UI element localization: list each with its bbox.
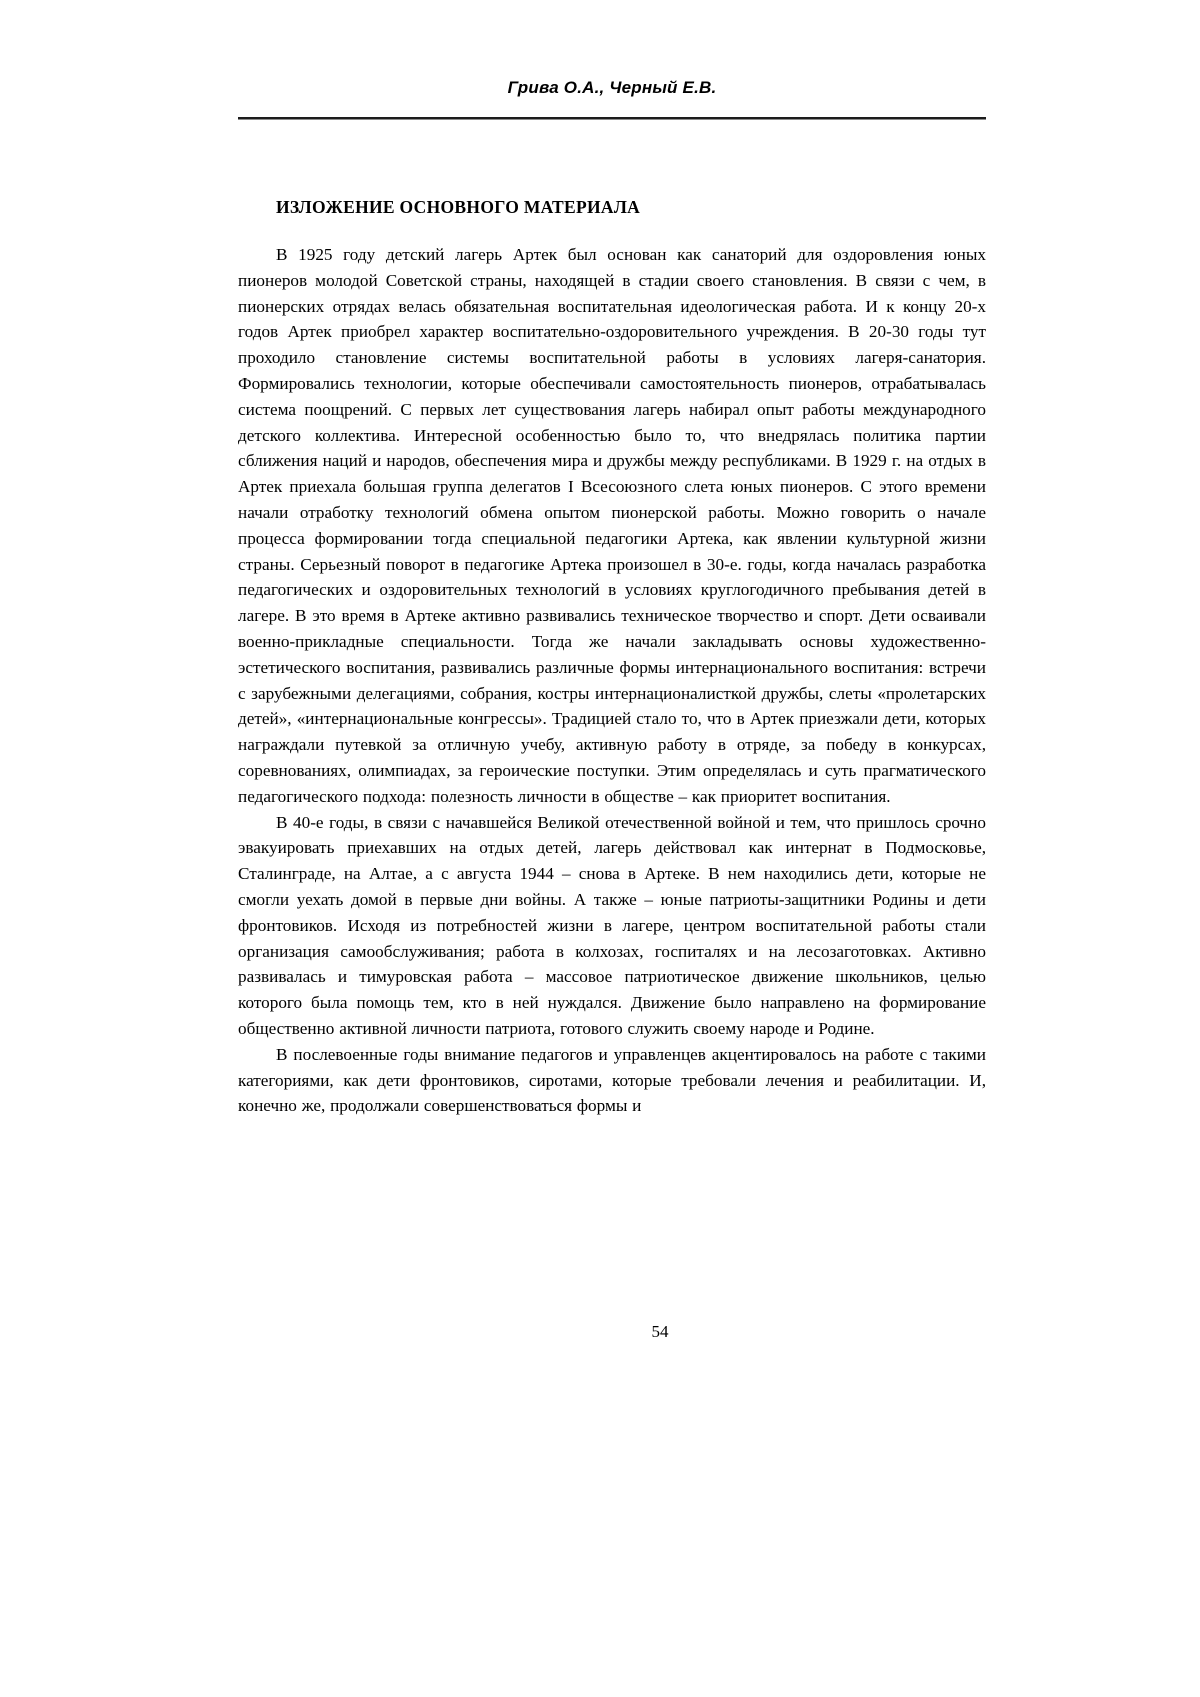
header-rule	[238, 117, 986, 120]
content-area	[238, 196, 986, 1119]
body-paragraph-1: В 1925 году детский лагерь Артек был основан как санаторий для оздоровления юных пионеров молодой Советской страны, находящей в стадии своего становления. В связи с чем, в пионерских отрядах велась обязательная воспитательная идеологическая работа. И к концу 20-х годов Артек приобрел характер воспитательно-оздоровительного учреждения. В 20-30 годы тут проходило становление системы воспитательной работы в условиях лагеря-санатория. Формировались технологии, которые обеспечивали самостоятельность пионеров, отрабатывалась система поощрений. С первых лет существования лагерь набирал опыт работы международного детского коллектива. Интересной особенностью было то, что внедрялась политика партии сближения наций и народов, обеспечения мира и дружбы между республиками. В 1929 г. на отдых в Артек приехала большая группа делегатов I Всесоюзного слета юных пионеров. С этого времени начали отработку технологий обмена опытом пионерской работы. Можно говорить о начале процесса формировании тогда специальной педагогики Артека, как явлении культурной жизни страны. Серьезный поворот в педагогике Артека произошел в 30-е. годы, когда началась разработка педагогических и оздоровительных технологий в условиях круглогодичного пребывания детей в лагере. В это время в Артеке активно развивались техническое творчество и спорт. Дети осваивали военно-прикладные специальности. Тогда же начали закладывать основы художественно-эстетического воспитания, развивались различные формы интернационального воспитания: встречи с зарубежными делегациями, собрания, костры интернационалисткой дружбы, слеты «пролетарских детей», «интернациональные конгрессы». Традицией стало то, что в Артек приезжали дети, которых награждали путевкой за отличную учебу, активную работу в отряде, за победу в конкурсах, соревнованиях, олимпиадах, за героические поступки. Этим определялась и суть прагматического педагогического подхода: полезность личности в обществе – как приоритет воспитания.	[238, 245, 986, 806]
body-paragraph-3: В послевоенные годы внимание педагогов и управленцев акцентировалось на работе с такими категориями, как дети фронтовиков, сиротами, которые требовали лечения и реабилитации. И, конечно же, продолжали совершенствоваться формы и	[238, 1044, 986, 1116]
running-head-authors: Грива О.А., Черный Е.В.	[507, 78, 717, 97]
page-number: 54	[651, 1322, 669, 1341]
section-heading: ИЗЛОЖЕНИЕ ОСНОВНОГО МАТЕРИАЛА	[276, 197, 641, 217]
body-paragraph-2: В 40-е годы, в связи с начавшейся Великой отечественной войной и тем, что пришлось срочно эвакуировать приехавших на отдых детей, лагерь действовал как интернат в Подмосковье, Сталинграде, на Алтае, а с августа 1944 – снова в Артеке. В нем находились дети, которые не смогли уехать домой в первые дни войны. А также – юные патриоты-защитники Родины и дети фронтовиков. Исходя из потребностей жизни в лагере, центром воспитательной работы стали организация самообслуживания; работа в колхозах, госпиталях и на лесозаготовках. Активно развивалась и тимуровская работа – массовое патриотическое движение школьников, целью которого была помощь тем, кто в ней нуждался. Движение было направлено на формирование общественно активной личности патриота, готового служить своему народе и Родине.	[238, 812, 986, 1038]
